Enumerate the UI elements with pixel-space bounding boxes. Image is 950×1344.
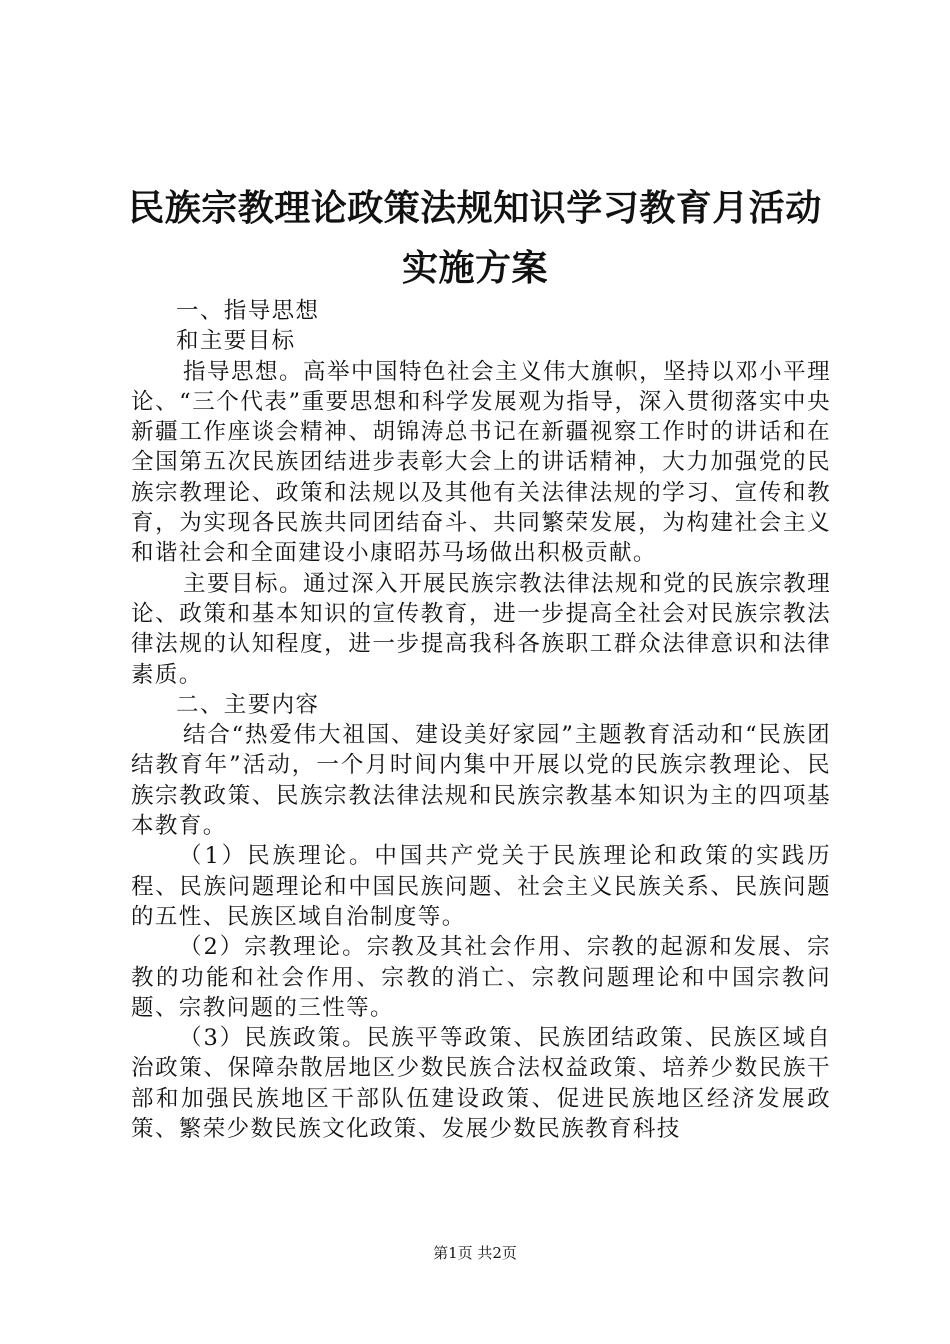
document-body <box>131 296 831 1144</box>
paragraph-ethnic-theory: （1）民族理论。中国共产党关于民族理论和政策的实践历程、民族问题理论和中国民族问题、社会主义民族关系、民族问题的五性、民族区域自治制度等。 <box>131 843 831 930</box>
section-heading-content: 二、主要内容 <box>176 691 320 718</box>
paragraph-guiding-thought: 指导思想。高举中国特色社会主义伟大旗帜，坚持以邓小平理论、“三个代表”重要思想和科学发展观为指导，深入贯彻落实中央新疆工作座谈会精神、胡锦涛总书记在新疆视察工作时的讲话和在全国第五次民族团结进步表彰大会上的讲话精神，大力加强党的民族宗教理论、政策和法规以及其他有关法律法规的学习、宣传和教育，为实现各民族共同团结奋斗、共同繁荣发展，为构建社会主义和谐社会和全面建设小康昭苏马场做出积极贡献。 <box>131 358 831 567</box>
paragraph-ethnic-policy: （3）民族政策。民族平等政策、民族团结政策、民族区域自治政策、保障杂散居地区少数民族合法权益政策、培养少数民族干部和加强民族地区干部队伍建设政策、促进民族地区经济发展政策、繁荣少数民族文化政策、发展少数民族教育科技 <box>131 1025 831 1143</box>
paragraph-content-intro: 结合“热爱伟大祖国、建设美好家园”主题教育活动和“民族团结教育年”活动，一个月时间内集中开展以党的民族宗教理论、民族宗教政策、民族宗教法律法规和民族宗教基本知识为主的四项基本教育。 <box>131 722 831 840</box>
paragraph-main-goal: 主要目标。通过深入开展民族宗教法律法规和党的民族宗教理论、政策和基本知识的宣传教育，进一步提高全社会对民族宗教法律法规的认知程度，进一步提高我科各族职工群众法律意识和法律素质。 <box>131 570 831 688</box>
section-heading-goals: 和主要目标 <box>176 328 296 355</box>
paragraph-religious-theory: （2）宗教理论。宗教及其社会作用、宗教的起源和发展、宗教的功能和社会作用、宗教的消亡、宗教问题理论和中国宗教问题、宗教问题的三性等。 <box>131 934 831 1021</box>
section-heading-guiding: 一、指导思想 <box>176 298 320 324</box>
page-title: 民族宗教理论政策法规知识学习教育月活动实施方案 <box>128 187 822 289</box>
page-footer: 第1页 共2页 <box>433 1244 517 1262</box>
